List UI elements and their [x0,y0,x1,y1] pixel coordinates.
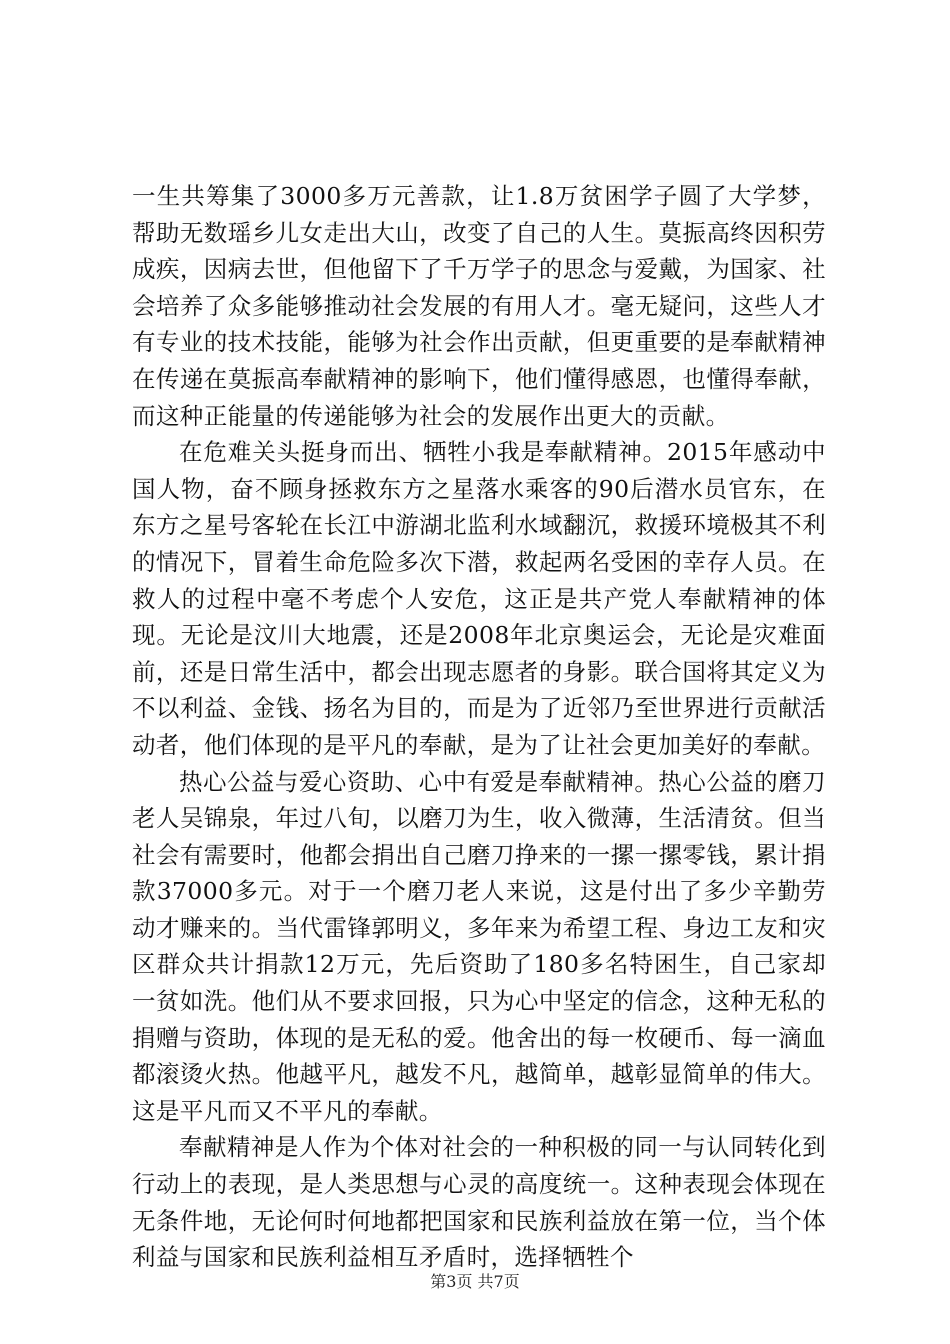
document-body [132,178,826,1276]
paragraph-2: 在危难关头挺身而出、牺牲小我是奉献精神。2015年感动中国人物，奋不顾身拯救东方之星落水乘客的90后潜水员官东，在东方之星号客轮在长江中游湖北监利水域翻沉，救援环境极其不利的情况下，冒着生命危险多次下潜，救起两名受困的幸存人员。在救人的过程中毫不考虑个人安危，这正是共产党人奉献精神的体现。无论是汶川大地震，还是2008年北京奥运会，无论是灾难面前，还是日常生活中，都会出现志愿者的身影。联合国将其定义为不以利益、金钱、扬名为目的，而是为了近邻乃至世界进行贡献活动者，他们体现的是平凡的奉献，是为了让社会更加美好的奉献。 [132,438,826,759]
page-number-footer: 第3页 共7页 [430,1272,520,1291]
paragraph-4: 奉献精神是人作为个体对社会的一种积极的同一与认同转化到行动上的表现，是人类思想与心灵的高度统一。这种表现会体现在无条件地，无论何时何地都把国家和民族利益放在第一位，当个体利益与国家和民族利益相互矛盾时，选择牺牲个 [132,1133,826,1272]
paragraph-3: 热心公益与爱心资助、心中有爱是奉献精神。热心公益的磨刀老人吴锦泉，年过八旬，以磨刀为生，收入微薄，生活清贫。但当社会有需要时，他都会捐出自己磨刀挣来的一摞一摞零钱，累计捐款37000多元。对于一个磨刀老人来说，这是付出了多少辛勤劳动才赚来的。当代雷锋郭明义，多年来为希望工程、身边工友和灾区群众共计捐款12万元，先后资助了180多名特困生，自己家却一贫如洗。他们从不要求回报，只为心中坚定的信念，这种无私的捐赠与资助，体现的是无私的爱。他舍出的每一枚硬币、每一滴血都滚烫火热。他越平凡，越发不凡，越简单，越彰显简单的伟大。这是平凡而又不平凡的奉献。 [132,767,826,1125]
paragraph-1: 一生共筹集了3000多万元善款，让1.8万贫困学子圆了大学梦，帮助无数瑶乡儿女走出大山，改变了自己的人生。莫振高终因积劳成疾，因病去世，但他留下了千万学子的思念与爱戴，为国家、社会培养了众多能够推动社会发展的有用人才。毫无疑问，这些人才有专业的技术技能，能够为社会作出贡献，但更重要的是奉献精神在传递在莫振高奉献精神的影响下，他们懂得感恩，也懂得奉献，而这种正能量的传递能够为社会的发展作出更大的贡献。 [132,182,826,430]
